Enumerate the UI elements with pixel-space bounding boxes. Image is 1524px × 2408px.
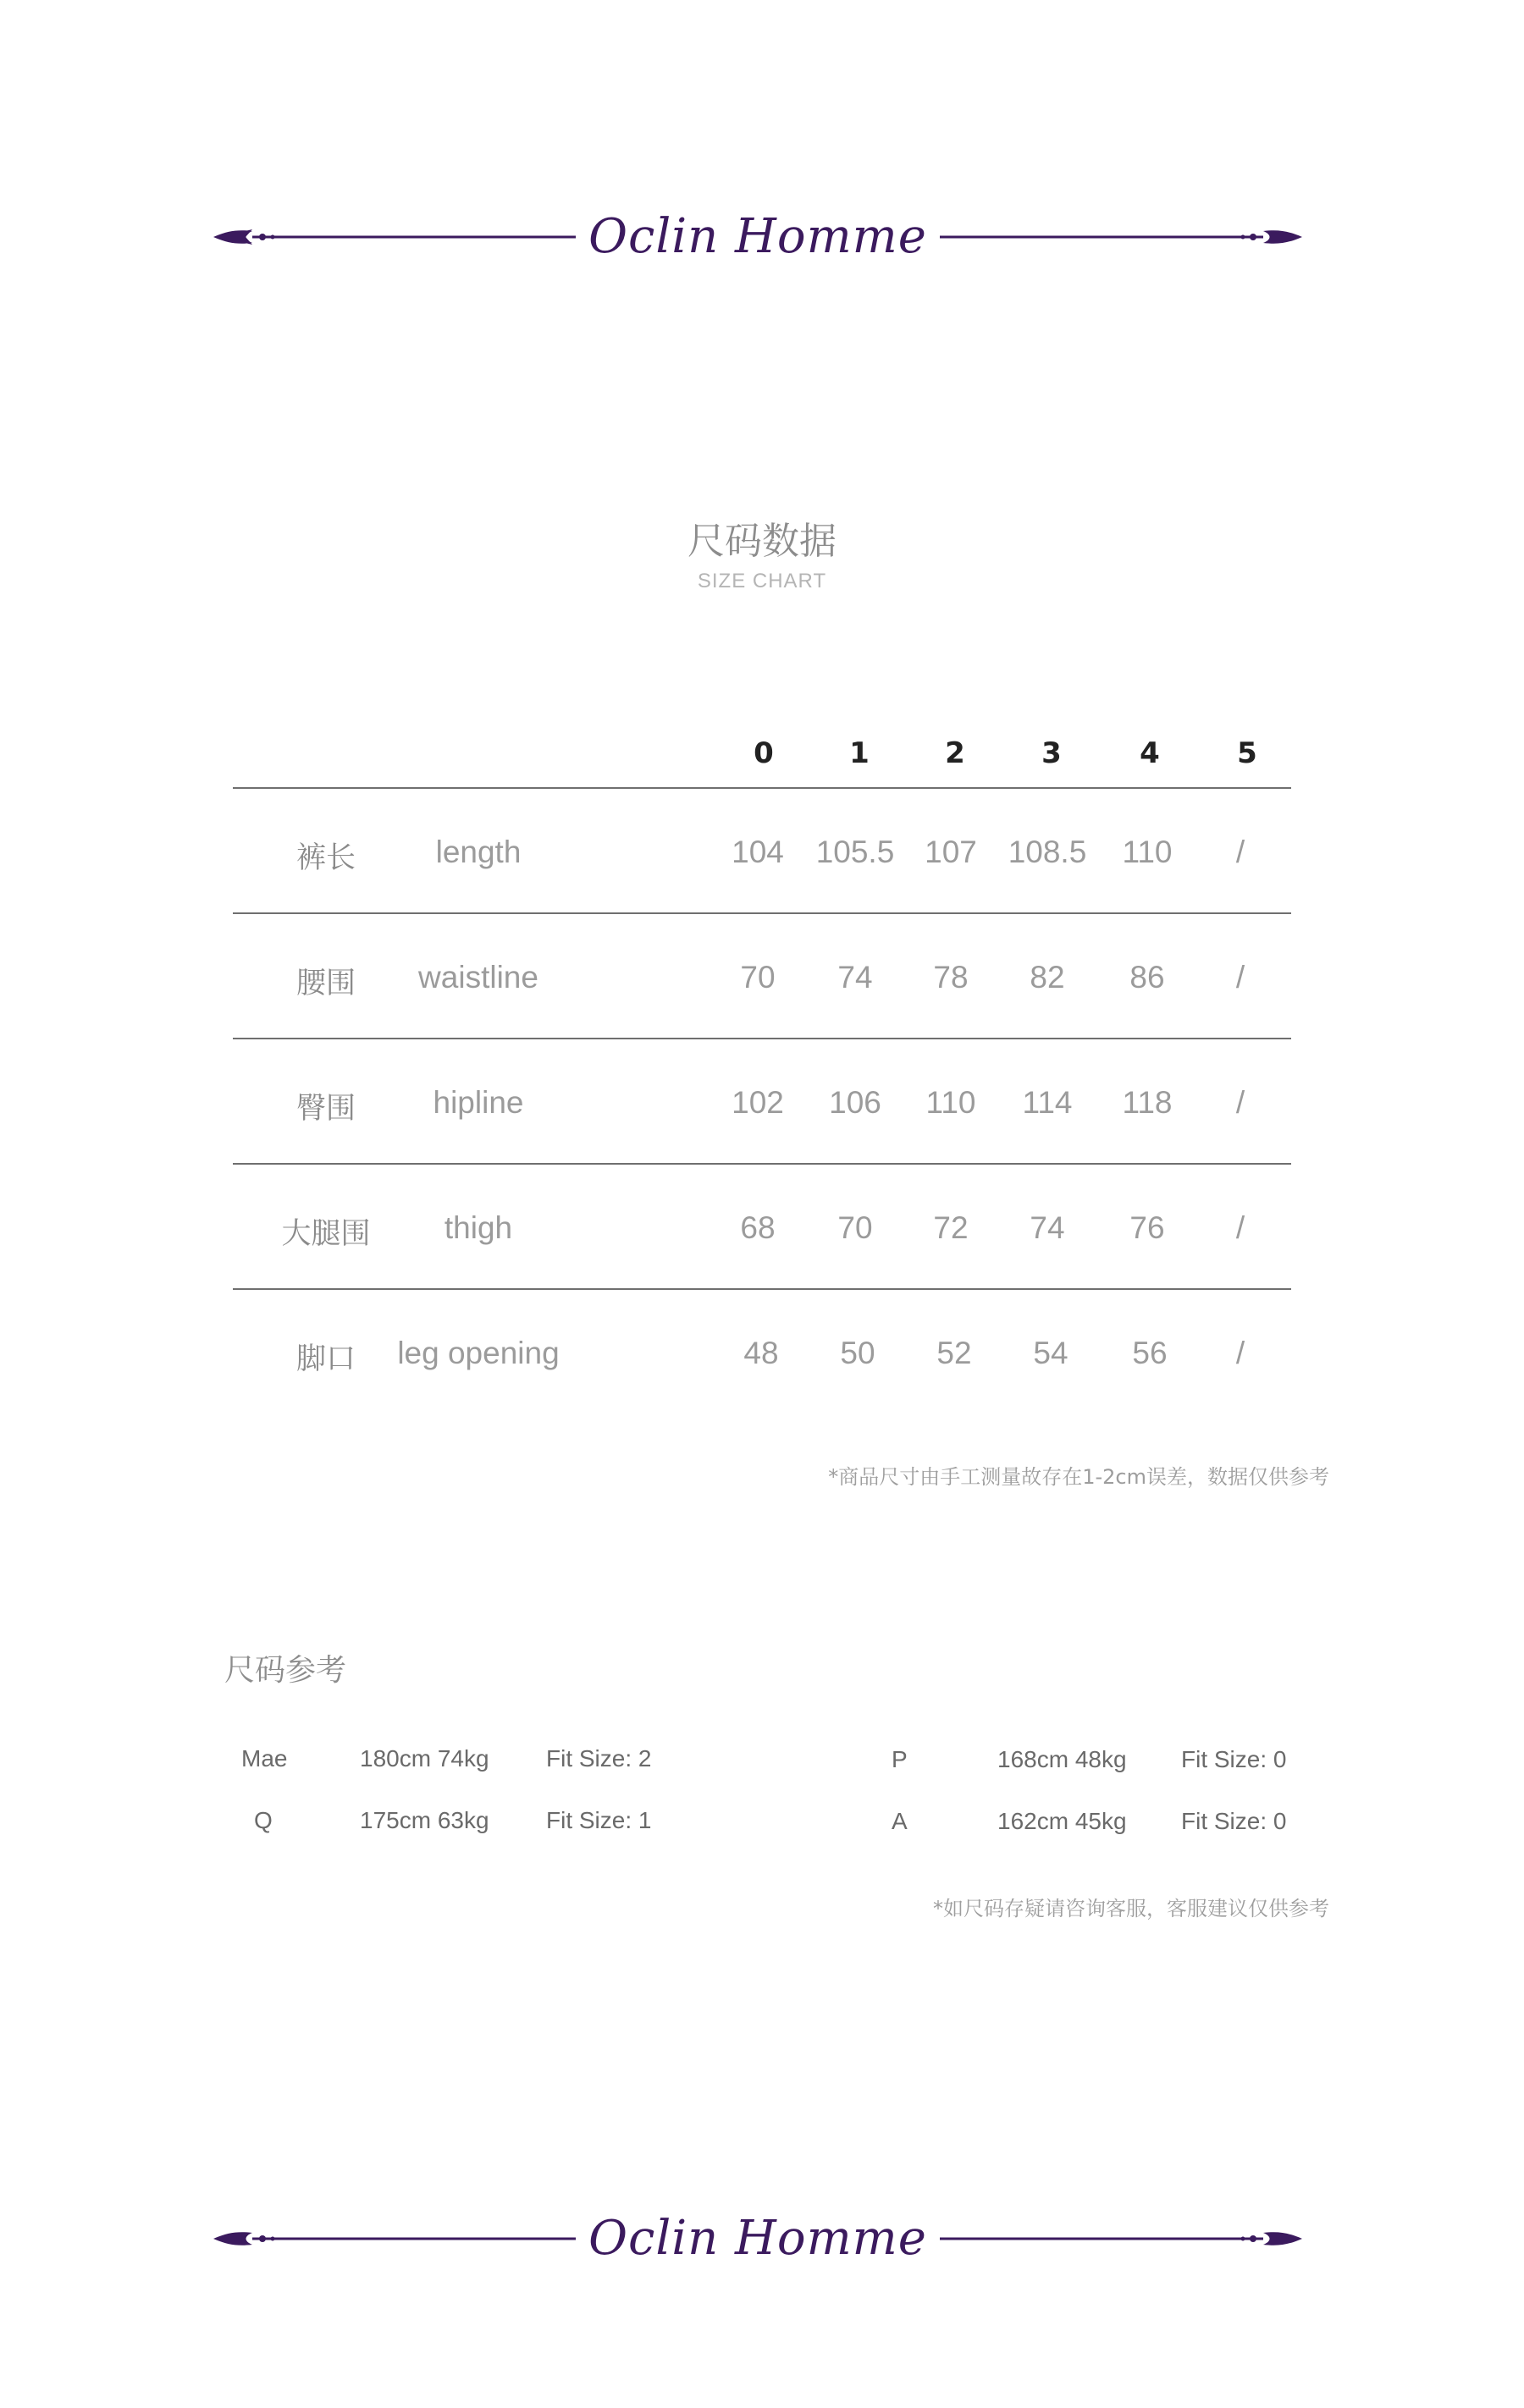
size-header: 3 xyxy=(1041,736,1062,770)
table-cell: 108.5 xyxy=(1008,835,1087,869)
table-cell: / xyxy=(1235,960,1245,995)
table-cell: 107 xyxy=(925,835,977,869)
ornament-right-icon xyxy=(940,2218,1304,2260)
ornament-right-icon xyxy=(940,216,1304,258)
measurement-note: *商品尺寸由手工测量故存在1-2cm误差，数据仅供参考 xyxy=(828,1465,1329,1489)
table-cell: 110 xyxy=(925,1085,976,1120)
table-cell: 48 xyxy=(743,1336,779,1370)
table-row xyxy=(233,1163,1291,1288)
brand-logo: Oclin Homme xyxy=(588,2211,927,2266)
reference-title: 尺码参考 xyxy=(224,1653,347,1688)
row-label-cn: 脚口 xyxy=(295,1342,356,1376)
reference-note: *如尺码存疑请咨询客服，客服建议仅供参考 xyxy=(933,1897,1329,1920)
table-cell: 50 xyxy=(840,1336,875,1370)
model-fit: Fit Size: 1 xyxy=(546,1807,652,1833)
table-cell: 118 xyxy=(1122,1085,1173,1120)
table-row xyxy=(233,1038,1291,1163)
row-label-cn: 腰围 xyxy=(295,967,356,1000)
model-fit: Fit Size: 0 xyxy=(1181,1746,1287,1772)
table-row xyxy=(233,1288,1291,1413)
size-header: 5 xyxy=(1237,736,1257,770)
table-cell: / xyxy=(1235,1336,1245,1370)
table-cell: 52 xyxy=(936,1336,972,1370)
model-name: A xyxy=(892,1808,908,1834)
table-cell: 102 xyxy=(732,1085,784,1120)
model-stats: 168cm 48kg xyxy=(997,1746,1127,1772)
table-cell: 110 xyxy=(1122,835,1173,869)
table-cell: 106 xyxy=(829,1085,881,1120)
table-row xyxy=(233,787,1291,912)
row-label-en: hipline xyxy=(433,1085,524,1120)
table-cell: 70 xyxy=(837,1210,873,1245)
table-cell: 56 xyxy=(1132,1336,1168,1370)
table-cell: / xyxy=(1235,1210,1245,1245)
title-en: SIZE CHART xyxy=(697,570,827,592)
row-label-cn: 臀围 xyxy=(295,1092,356,1126)
brand-logo: Oclin Homme xyxy=(588,209,927,264)
table-cell: 74 xyxy=(837,960,873,995)
model-name: Q xyxy=(254,1807,273,1833)
model-name: P xyxy=(892,1746,908,1772)
table-cell: 86 xyxy=(1129,960,1165,995)
table-cell: 114 xyxy=(1022,1085,1073,1120)
table-cell: 104 xyxy=(732,835,784,869)
table-cell: 54 xyxy=(1033,1336,1068,1370)
table-cell: 82 xyxy=(1030,960,1065,995)
size-table xyxy=(233,728,1291,1413)
size-header: 0 xyxy=(754,736,774,770)
brand-banner-top xyxy=(212,199,1304,275)
model-reference xyxy=(241,1745,665,1788)
model-reference xyxy=(254,1807,677,1849)
size-header: 4 xyxy=(1140,736,1160,770)
model-reference xyxy=(892,1808,1315,1850)
brand-banner-bottom xyxy=(212,2201,1304,2277)
table-cell: 68 xyxy=(740,1210,776,1245)
model-name: Mae xyxy=(241,1745,288,1772)
title-cn: 尺码数据 xyxy=(687,520,837,563)
size-chart-title xyxy=(0,516,1524,596)
row-label-en: length xyxy=(435,835,522,869)
row-label-en: thigh xyxy=(444,1210,513,1245)
model-stats: 180cm 74kg xyxy=(360,1745,489,1772)
table-cell: / xyxy=(1235,1085,1245,1120)
table-cell: 74 xyxy=(1030,1210,1065,1245)
row-label-cn: 裤长 xyxy=(295,841,356,875)
size-header-row xyxy=(233,728,1291,787)
size-header: 2 xyxy=(945,736,965,770)
model-stats: 175cm 63kg xyxy=(360,1807,489,1833)
model-stats: 162cm 45kg xyxy=(997,1808,1127,1834)
row-label-cn: 大腿围 xyxy=(281,1217,371,1251)
model-reference xyxy=(892,1746,1315,1788)
model-fit: Fit Size: 0 xyxy=(1181,1808,1287,1834)
size-header: 1 xyxy=(849,736,870,770)
table-cell: 76 xyxy=(1129,1210,1165,1245)
table-cell: 70 xyxy=(740,960,776,995)
table-cell: 78 xyxy=(933,960,969,995)
table-cell: 105.5 xyxy=(815,835,895,869)
table-row xyxy=(233,912,1291,1038)
row-label-en: leg opening xyxy=(397,1336,560,1370)
table-cell: / xyxy=(1235,835,1245,869)
model-fit: Fit Size: 2 xyxy=(546,1745,652,1772)
table-cell: 72 xyxy=(933,1210,969,1245)
row-label-en: waistline xyxy=(418,960,538,995)
